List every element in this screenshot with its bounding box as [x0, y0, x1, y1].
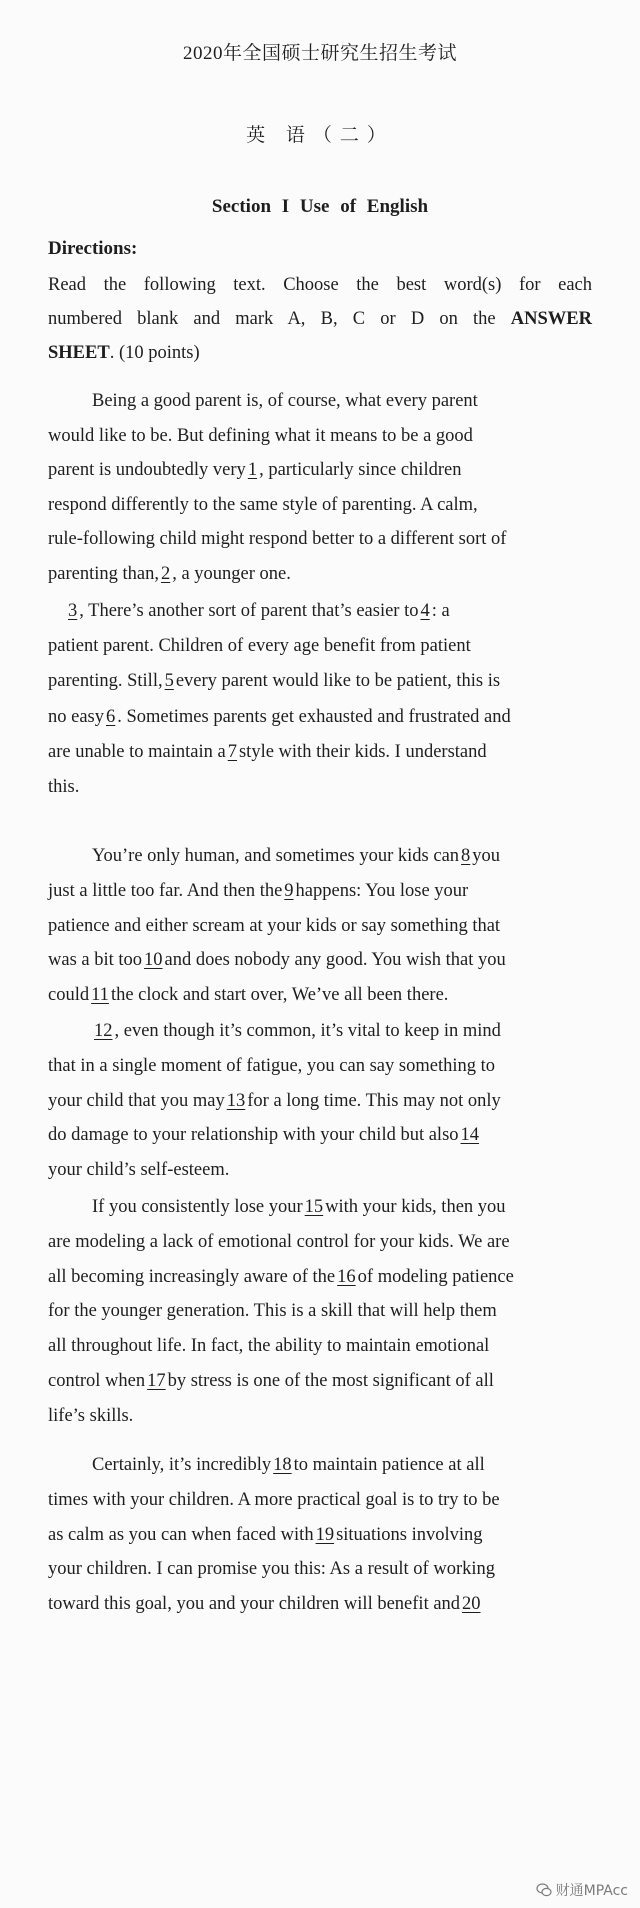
passage-line: [48, 457, 592, 483]
passage-text: for the younger generation. This is a skill that will help them: [48, 1301, 497, 1322]
blank-number: 20: [462, 1594, 481, 1615]
passage-text: , particularly since children: [259, 460, 462, 481]
passage-line: [48, 1157, 592, 1183]
passage-line: [48, 1053, 592, 1079]
passage-text: and does nobody any good. You wish that you: [164, 950, 506, 971]
wechat-icon: [536, 1882, 552, 1898]
blank-number: 2: [160, 564, 171, 584]
passage-text: your child that you may: [48, 1090, 225, 1111]
passage-line: [48, 1088, 592, 1114]
passage-line: [48, 633, 592, 659]
passage-line: [48, 1298, 592, 1324]
blank-number: 18: [273, 1455, 292, 1475]
passage-text: all throughout life. In fact, the ability to maintain emotional: [48, 1336, 490, 1357]
passage-text: parenting. Still,: [48, 671, 163, 692]
passage-text: just a little too far. And then the: [48, 880, 283, 901]
passage-line: [48, 668, 592, 694]
passage-line: [48, 561, 592, 587]
passage-line: [48, 1591, 592, 1617]
passage-line: [48, 1122, 592, 1148]
passage-text: rule-following child might respond better to a different sort of: [48, 529, 507, 550]
subject-title: 英 语（二）: [246, 125, 394, 146]
directions-line: [48, 272, 592, 298]
passage-line: [48, 1194, 636, 1220]
passage-text: by stress is one of the most significant of all: [167, 1371, 494, 1391]
passage-text: for a long time. This may not only: [247, 1090, 501, 1111]
passage-text: life’s skills.: [48, 1405, 134, 1426]
passage-text: are modeling a lack of emotional control for your kids. We are: [48, 1231, 510, 1252]
passage-text: parent is undoubtedly very: [48, 460, 246, 481]
passage-text: If you consistently lose your: [92, 1197, 303, 1217]
passage-text: that in a single moment of fatigue, you can say something to: [48, 1055, 495, 1076]
passage-line: [48, 1487, 592, 1513]
passage-text: would like to be. But defining what it means to be a good: [48, 425, 473, 446]
passage-line: [48, 774, 592, 800]
passage-text: with your kids, then you: [325, 1197, 506, 1217]
passage-text: Being a good parent is, of course, what every parent: [92, 391, 478, 411]
passage-line: [48, 1522, 592, 1548]
passage-line: [48, 843, 636, 869]
blank-number: 19: [315, 1524, 335, 1545]
watermark-text: 财通MPAcc: [555, 1883, 628, 1899]
passage-line: [48, 1452, 636, 1478]
passage-text: you: [472, 846, 501, 866]
passage-text: style with their kids. I understand: [238, 741, 487, 762]
passage-line: [48, 1264, 592, 1290]
passage-line: [48, 704, 592, 730]
passage-text: parenting than,: [48, 564, 159, 584]
watermark: [536, 1880, 628, 1900]
passage-line: [48, 1556, 592, 1582]
passage-text: was a bit too: [48, 950, 143, 971]
passage-line: [48, 492, 592, 518]
passage-text: respond differently to the same style of parenting. A calm,: [48, 494, 478, 515]
directions-line: [48, 306, 592, 332]
passage-line: [48, 1018, 636, 1044]
directions-text: numbered blank and mark A, B, C or D on the: [48, 309, 496, 329]
blank-number: 14: [460, 1125, 480, 1146]
passage-text: patient parent. Children of every age benefit from patient: [48, 636, 471, 657]
blank-number: 17: [147, 1371, 166, 1391]
passage-text: the clock and start over, We’ve all been there.: [110, 985, 449, 1006]
blank-number: 9: [284, 880, 294, 901]
passage-text: , a younger one.: [172, 564, 291, 584]
section-title: Section I Use of English: [211, 196, 429, 217]
passage-line: [48, 878, 592, 904]
passage-text: times with your children. A more practical goal is to try to be: [48, 1489, 500, 1510]
passage-text: patience and either scream at your kids or say something that: [48, 915, 501, 936]
passage-line: [48, 1368, 592, 1394]
blank-number: 11: [91, 985, 109, 1006]
blank-number: 10: [144, 950, 163, 971]
blank-number: 6: [106, 706, 116, 727]
passage-line: [48, 982, 592, 1008]
passage-line: [48, 388, 636, 414]
blank-number: 8: [461, 846, 471, 866]
blank-number: 1: [247, 460, 258, 481]
passage-text: . Sometimes parents get exhausted and frustrated and: [117, 706, 511, 727]
blank-number: 4: [420, 601, 430, 621]
passage-line: [48, 598, 610, 624]
passage-text: , There’s another sort of parent that’s easier to: [79, 601, 419, 621]
passage-text: situations involving: [336, 1524, 483, 1545]
answer-label: ANSWER: [510, 309, 593, 329]
passage-text: your children. I can promise you this: As a result of working: [48, 1559, 495, 1580]
exam-title: 2020年全国硕士研究生招生考试: [182, 43, 457, 64]
passage-text: Certainly, it’s incredibly: [92, 1455, 272, 1475]
passage-text: this.: [48, 777, 80, 797]
passage-line: [48, 423, 592, 449]
passage-text: control when: [48, 1371, 146, 1391]
passage-text: could: [48, 985, 90, 1006]
passage-text: are unable to maintain a: [48, 741, 226, 762]
passage-text: of modeling patience: [357, 1266, 514, 1287]
passage-text: You’re only human, and sometimes your kids can: [92, 846, 460, 866]
blank-number: 5: [164, 671, 174, 692]
passage-line: [48, 913, 592, 939]
blank-number: 12: [94, 1021, 113, 1041]
passage-line: [48, 739, 592, 765]
passage-line: [48, 1333, 592, 1359]
blank-number: 16: [337, 1266, 356, 1287]
passage-line: [48, 947, 592, 973]
blank-number: 13: [226, 1090, 246, 1111]
directions-text: Read the following text. Choose the best word(s) for each: [48, 275, 592, 295]
passage-text: your child’s self-esteem.: [48, 1160, 230, 1181]
passage-text: toward this goal, you and your children will benefit and: [48, 1594, 461, 1615]
blank-number: 7: [227, 741, 237, 762]
passage-line: [48, 1403, 592, 1429]
directions-text: . (10 points): [109, 343, 200, 363]
passage-line: [48, 1229, 592, 1255]
passage-text: , even though it’s common, it’s vital to keep in mind: [114, 1021, 501, 1041]
passage-line: [48, 526, 592, 552]
passage-text: happens: You lose your: [295, 880, 469, 901]
passage-text: do damage to your relationship with your child but also: [48, 1125, 459, 1146]
passage-text: every parent would like to be patient, this is: [175, 671, 501, 692]
blank-number: 3: [68, 601, 78, 621]
directions-line: [48, 340, 592, 366]
blank-number: 15: [304, 1197, 324, 1217]
passage-text: : a: [431, 601, 450, 621]
directions-heading: Directions:: [48, 238, 138, 259]
passage-text: all becoming increasingly aware of the: [48, 1266, 336, 1287]
passage-text: as calm as you can when faced with: [48, 1524, 314, 1545]
passage-text: no easy: [48, 706, 104, 727]
passage-text: to maintain patience at all: [293, 1455, 485, 1475]
sheet-label: SHEET: [48, 343, 110, 363]
